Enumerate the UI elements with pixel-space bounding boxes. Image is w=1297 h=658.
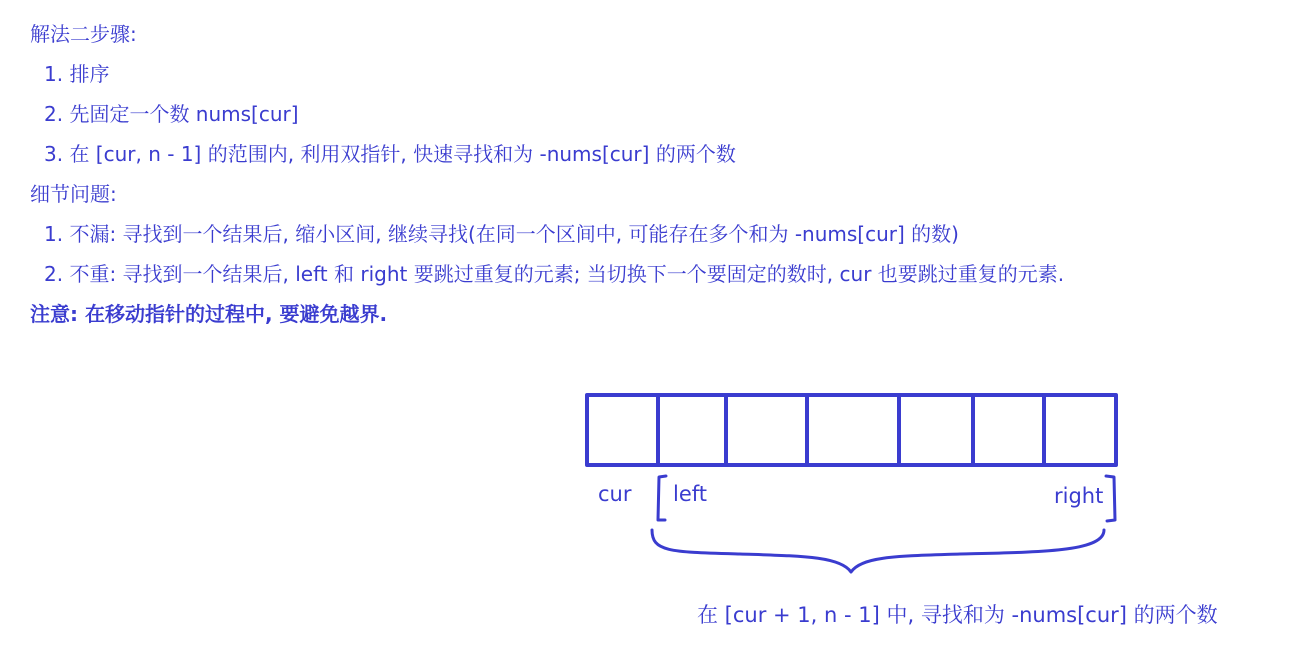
- details-heading: 细节问题:: [30, 182, 117, 206]
- array-outline: [587, 395, 1116, 465]
- range-brace: [652, 530, 1104, 572]
- left-pointer-label: left: [673, 482, 708, 506]
- range-caption: 在 [cur + 1, n - 1] 中, 寻找和为 -nums[cur] 的两个数: [697, 603, 1218, 627]
- details-item: 2. 不重: 寻找到一个结果后, left 和 right 要跳过重复的元素; 当切换下一个要固定的数时, cur 也要跳过重复的元素.: [44, 262, 1065, 286]
- right-bracket: [1106, 476, 1115, 521]
- solution-heading: 解法二步骤:: [30, 22, 137, 46]
- warning-note: 注意: 在移动指针的过程中, 要避免越界.: [30, 302, 388, 326]
- details-item: 1. 不漏: 寻找到一个结果后, 缩小区间, 继续寻找(在同一个区间中, 可能存在多个和为 -nums[cur] 的数): [44, 222, 959, 246]
- solution-step: 1. 排序: [44, 62, 110, 86]
- solution-step: 3. 在 [cur, n - 1] 的范围内, 利用双指针, 快速寻找和为 -nums[cur] 的两个数: [44, 142, 736, 166]
- solution-step: 2. 先固定一个数 nums[cur]: [44, 102, 299, 126]
- right-pointer-label: right: [1054, 484, 1104, 508]
- cur-pointer-label: cur: [598, 482, 632, 506]
- left-bracket: [658, 476, 666, 520]
